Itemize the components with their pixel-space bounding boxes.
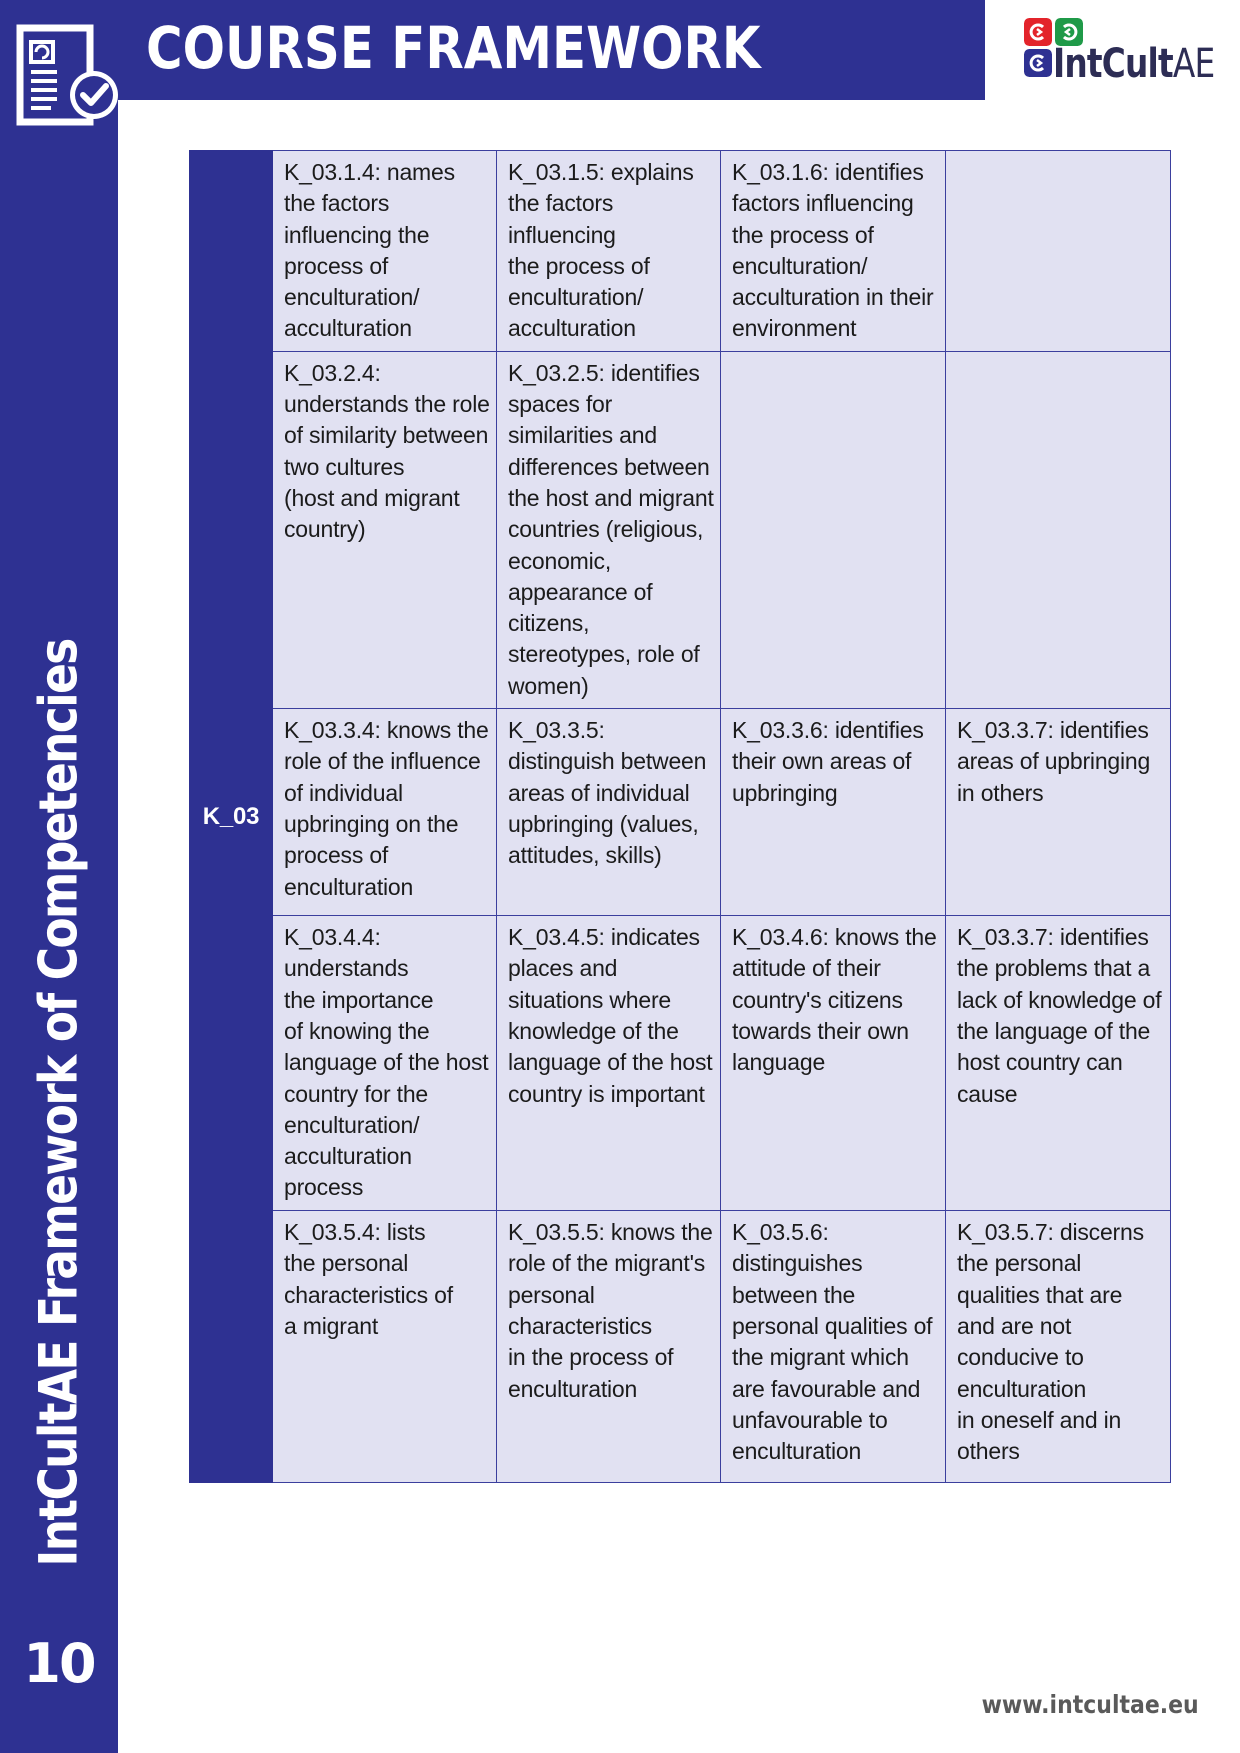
table-row bbox=[190, 709, 1171, 916]
table-row bbox=[190, 1211, 1171, 1483]
cell-text: K_03.3.7: identifies the problems that a lack of knowledge of the language of the host country can cause bbox=[957, 924, 1162, 1107]
page-title bbox=[146, 14, 861, 82]
checklist-document-icon bbox=[14, 22, 118, 132]
cell-text: K_03.1.5: explains the factors influencing the process of enculturation/ acculturation bbox=[508, 159, 694, 342]
cell-text: K_03.3.4: knows the role of the influence of individual upbringing on the process of enculturation bbox=[284, 717, 489, 900]
footer-website-text: www.intcultae.eu bbox=[981, 1690, 1199, 1719]
table-row bbox=[190, 151, 1171, 352]
table-cell bbox=[497, 916, 721, 1211]
logo-wordmark-regular: AE bbox=[1172, 41, 1215, 87]
table-row bbox=[190, 351, 1171, 708]
table-cell bbox=[273, 151, 497, 352]
cell-text: K_03.3.7: identifies areas of upbringing in others bbox=[957, 717, 1151, 806]
page-number: 10 bbox=[23, 1632, 95, 1695]
logo-red-mark-icon bbox=[1024, 18, 1052, 46]
cell-text: K_03.5.5: knows the role of the migrant's personal characteristics in the process of enculturation bbox=[508, 1219, 713, 1402]
competency-table bbox=[189, 150, 1171, 1483]
cell-text: K_03.5.6: distinguishes between the personal qualities of the migrant which are favourable and unfavourable to enculturation bbox=[732, 1219, 933, 1465]
table-cell bbox=[497, 151, 721, 352]
cell-text: K_03.1.6: identifies factors influencing the process of enculturation/ acculturation in their environment bbox=[732, 159, 934, 342]
header-bar bbox=[118, 0, 985, 100]
footer-website-link[interactable] bbox=[952, 1690, 1199, 1719]
table-cell bbox=[946, 1211, 1171, 1483]
page-title-text: COURSE FRAMEWORK bbox=[146, 14, 761, 82]
group-label: K_03 bbox=[202, 802, 260, 830]
table-cell bbox=[946, 151, 1171, 352]
intcultae-logo bbox=[1024, 18, 1214, 88]
table-cell bbox=[721, 351, 946, 708]
table-cell bbox=[946, 916, 1171, 1211]
cell-text: K_03.3.6: identifies their own areas of upbringing bbox=[732, 717, 924, 806]
table-cell bbox=[497, 351, 721, 708]
table-cell bbox=[721, 1211, 946, 1483]
table-cell bbox=[946, 709, 1171, 916]
cell-text: K_03.1.4: names the factors influencing the process of enculturation/ acculturation bbox=[284, 159, 455, 342]
group-label-cell bbox=[190, 151, 273, 1483]
sidebar bbox=[0, 0, 118, 1753]
sidebar-title-text: IntCultAE Framework of Competencies bbox=[28, 639, 90, 1567]
logo-wordmark-bold: IntCult bbox=[1053, 41, 1173, 87]
cell-text: K_03.4.6: knows the attitude of their country's citizens towards their own language bbox=[732, 924, 937, 1076]
sidebar-title bbox=[29, 564, 90, 1642]
logo-navy-mark-icon bbox=[1024, 49, 1052, 77]
cell-text: K_03.5.7: discerns the personal qualities that are and are not conducive to enculturation in oneself and in others bbox=[957, 1219, 1144, 1465]
logo-wordmark bbox=[1053, 41, 1240, 87]
table-cell bbox=[497, 1211, 721, 1483]
cell-text: K_03.2.5: identifies spaces for similarities and differences between the host and migrant countries (religious, economic, appearance of citizens, stereotypes, role of women) bbox=[508, 359, 714, 699]
cell-text: K_03.3.5: distinguish between areas of individual upbringing (values, attitudes, skills) bbox=[508, 717, 707, 869]
cell-text: K_03.4.4: understands the importance of knowing the language of the host country for the enculturation/ acculturation process bbox=[284, 924, 489, 1201]
table-cell bbox=[273, 709, 497, 916]
cell-text: K_03.2.4: understands the role of similarity between two cultures (host and migrant country) bbox=[284, 359, 490, 543]
table-cell bbox=[497, 709, 721, 916]
table-cell bbox=[721, 709, 946, 916]
table-cell bbox=[721, 916, 946, 1211]
table-cell bbox=[721, 151, 946, 352]
cell-text: K_03.4.5: indicates places and situations where knowledge of the language of the host country is important bbox=[508, 924, 713, 1107]
table-cell bbox=[273, 351, 497, 708]
table-cell bbox=[273, 1211, 497, 1483]
cell-text: K_03.5.4: lists the personal characteristics of a migrant bbox=[284, 1219, 453, 1339]
table-cell bbox=[273, 916, 497, 1211]
table-cell bbox=[946, 351, 1171, 708]
table-row bbox=[190, 916, 1171, 1211]
